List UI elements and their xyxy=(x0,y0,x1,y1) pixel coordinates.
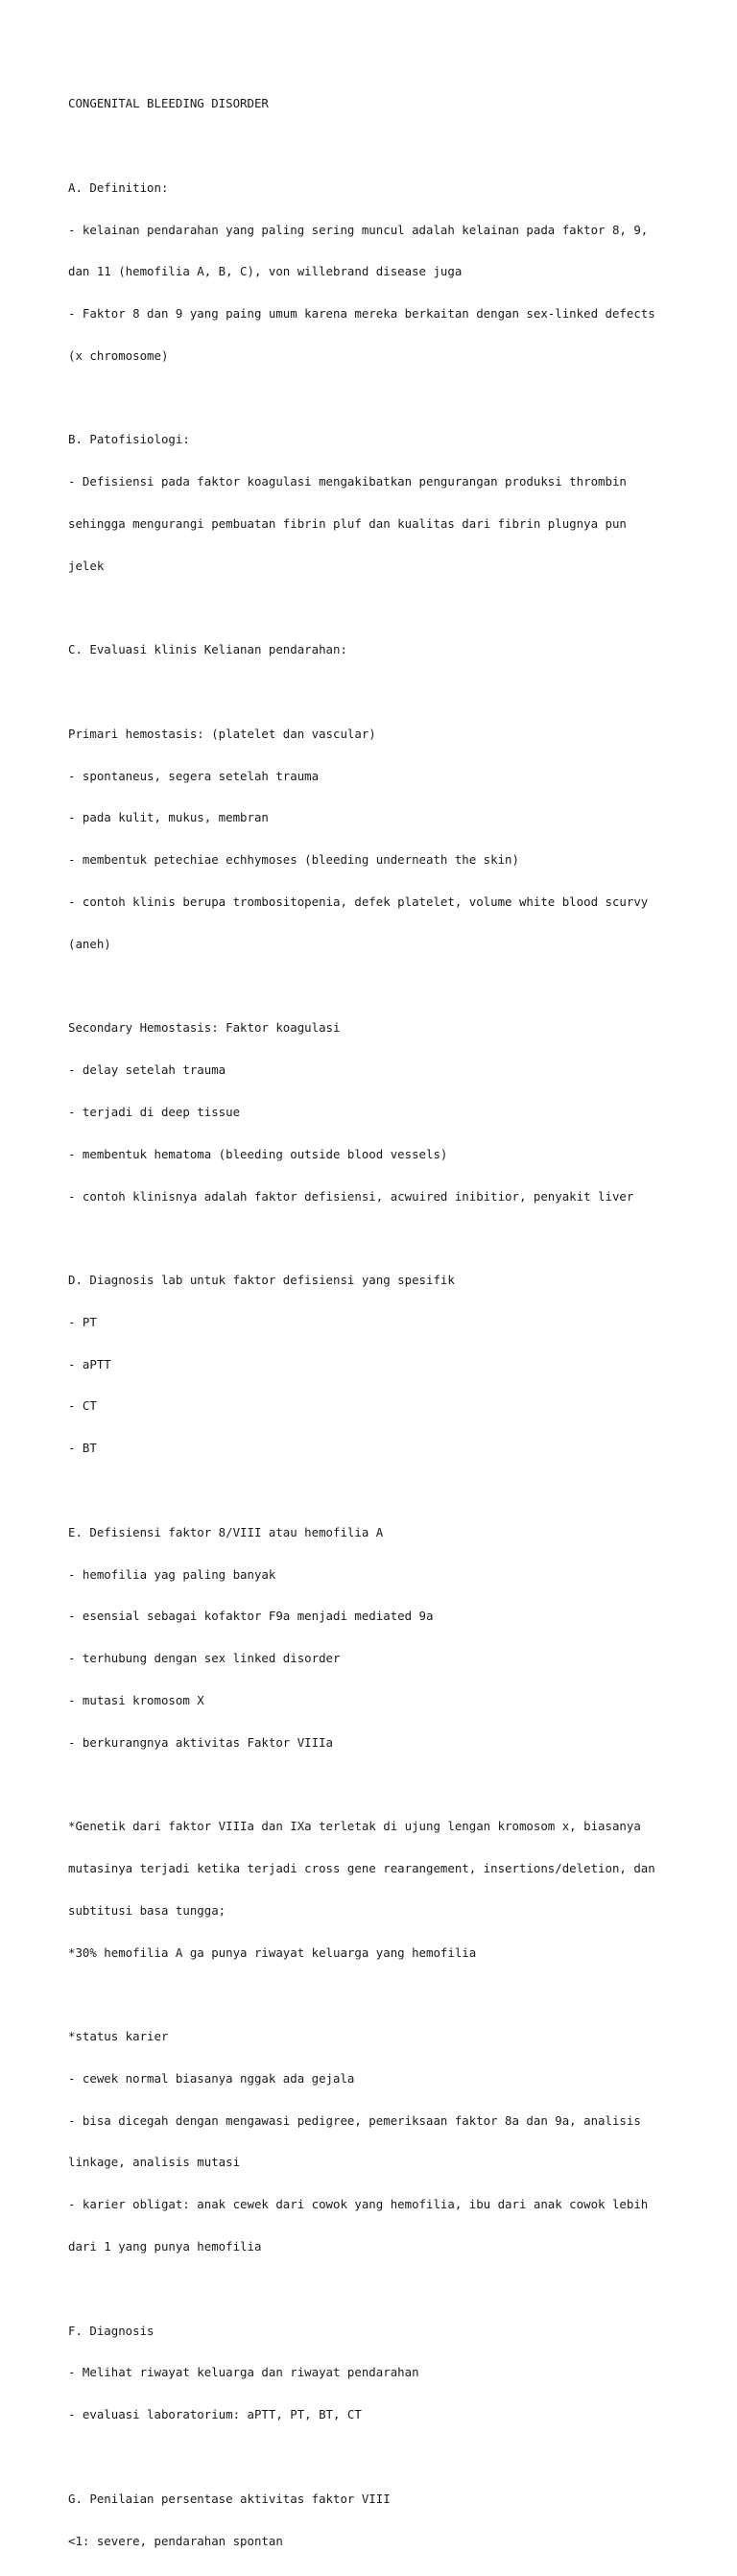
blank-line xyxy=(68,1988,682,2002)
note-line: *status karier xyxy=(68,2029,169,2044)
blank-line xyxy=(68,602,682,616)
blank-line xyxy=(68,139,682,154)
text-line: - kelainan pendarahan yang paling sering muncul adalah kelainan pada faktor 8, 9, xyxy=(68,222,649,237)
text-line: subtitusi basa tungga; xyxy=(68,1902,226,1918)
text-line: - cewek normal biasanya nggak ada gejala xyxy=(68,2070,355,2086)
text-line: - esensial sebagai kofaktor F9a menjadi mediated 9a xyxy=(68,1609,434,1624)
text-line: dari 1 yang punya hemofilia xyxy=(68,2239,262,2254)
section-heading: A. Definition: xyxy=(68,179,169,195)
text-line: - evaluasi laboratorium: aPTT, PT, BT, CT xyxy=(68,2407,362,2422)
text-line: - membentuk petechiae echhymoses (bleeding underneath the skin) xyxy=(68,852,519,868)
text-line: - contoh klinisnya adalah faktor defisiensi, acwuired inibitior, penyakit liver xyxy=(68,1188,634,1204)
text-line: - pada kulit, mukus, membran xyxy=(68,810,269,825)
section-heading: B. Patofisiologi: xyxy=(68,432,190,447)
blank-line xyxy=(68,2450,682,2465)
text-line: - terhubung dengan sex linked disorder xyxy=(68,1651,341,1666)
text-line: (aneh) xyxy=(68,936,111,951)
text-line: sehingga mengurangi pembuatan fibrin pluf dan kualitas dari fibrin plugnya pun xyxy=(68,516,627,531)
note-line: *Genetik dari faktor VIIIa dan IXa terletak di ujung lengan kromosom x, biasanya xyxy=(68,1819,641,1834)
section-heading: F. Diagnosis xyxy=(68,2323,155,2338)
text-line: - mutasi kromosom X xyxy=(68,1692,204,1707)
text-line: <1: severe, pendarahan spontan xyxy=(68,2533,283,2548)
text-line: - contoh klinis berupa trombositopenia, defek platelet, volume white blood scurvy xyxy=(68,894,649,910)
blank-line xyxy=(68,1777,682,1792)
document-body xyxy=(68,69,682,2576)
text-line: - CT xyxy=(68,1398,97,1414)
text-line: - Faktor 8 dan 9 yang paing umum karena mereka berkaitan dengan sex-linked defects xyxy=(68,306,655,322)
section-heading: G. Penilaian persentase aktivitas faktor VIII xyxy=(68,2491,391,2506)
text-line: - hemofilia yag paling banyak xyxy=(68,1566,276,1582)
text-line: - membentuk hematoma (bleeding outside blood vessels) xyxy=(68,1146,448,1161)
text-line: - aPTT xyxy=(68,1356,111,1371)
text-line: - Melihat riwayat keluarga dan riwayat pendarahan xyxy=(68,2365,419,2380)
blank-line xyxy=(68,685,682,700)
note-line: *30% hemofilia A ga punya riwayat keluarga yang hemofilia xyxy=(68,1944,477,1960)
section-heading: C. Evaluasi klinis Kelianan pendarahan: xyxy=(68,642,347,657)
text-line: - terjadi di deep tissue xyxy=(68,1104,241,1119)
text-line: mutasinya terjadi ketika terjadi cross gene rearangement, insertions/deletion, dan xyxy=(68,1861,655,1875)
section-heading: D. Diagnosis lab untuk faktor defisiensi yang spesifik xyxy=(68,1273,455,1288)
document-title: CONGENITAL BLEEDING DISORDER xyxy=(68,96,269,111)
blank-line xyxy=(68,2282,682,2297)
text-line: dan 11 (hemofilia A, B, C), von willebrand disease juga xyxy=(68,264,463,279)
text-line: - delay setelah trauma xyxy=(68,1062,226,1078)
blank-line xyxy=(68,1484,682,1498)
blank-line xyxy=(68,1231,682,1246)
subsection-heading: Primari hemostasis: (platelet dan vascular) xyxy=(68,726,376,741)
text-line: (x chromosome) xyxy=(68,347,169,363)
text-line: - karier obligat: anak cewek dari cowok yang hemofilia, ibu dari anak cowok lebih xyxy=(68,2197,649,2212)
text-line: - bisa dicegah dengan mengawasi pedigree, pemeriksaan faktor 8a dan 9a, analisis xyxy=(68,2112,641,2128)
text-line: linkage, analisis mutasi xyxy=(68,2155,241,2170)
subsection-heading: Secondary Hemostasis: Faktor koagulasi xyxy=(68,1020,341,1036)
blank-line xyxy=(68,980,682,994)
blank-line xyxy=(68,392,682,406)
text-line: - PT xyxy=(68,1314,97,1329)
text-line: jelek xyxy=(68,558,105,573)
text-line: - Defisiensi pada faktor koagulasi mengakibatkan pengurangan produksi thrombin xyxy=(68,474,627,489)
text-line: - spontaneus, segera setelah trauma xyxy=(68,768,320,783)
text-line: - BT xyxy=(68,1441,97,1456)
section-heading: E. Defisiensi faktor 8/VIII atau hemofilia A xyxy=(68,1524,384,1539)
text-line: - berkurangnya aktivitas Faktor VIIIa xyxy=(68,1734,334,1750)
